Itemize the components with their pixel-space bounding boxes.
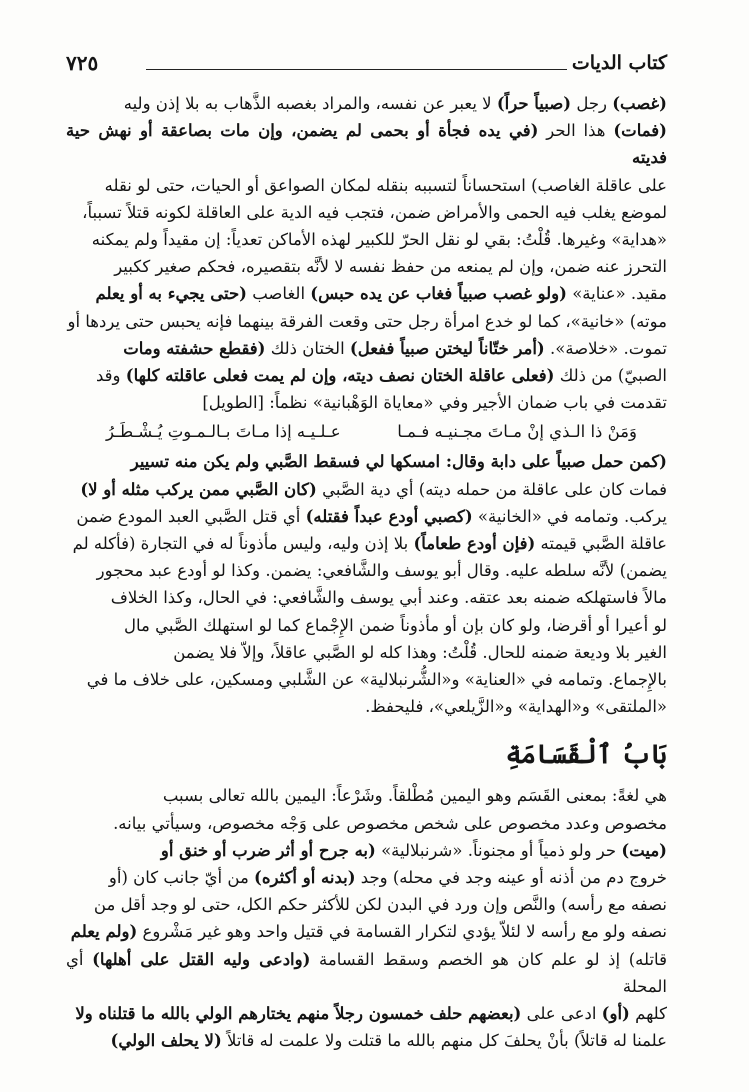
matn-text: (وادعى وليه القتل على أهلها) (92, 949, 311, 969)
commentary-text: فمات كان على عاقلة من حمله ديته) (418, 479, 667, 499)
matn-text: (أمر ختّاناً ليختن صبياً ففعل) (349, 338, 545, 358)
text-line (66, 476, 667, 503)
matn-text: (ميت) (621, 840, 667, 860)
matn-text: (ولو غصب صبياً فغاب عن يده حبس) (310, 284, 567, 304)
verse-first-hemistich: وَمَنْ ذا الـذي إنْ مـاتَ مجـنيـه فـمـا (397, 422, 637, 442)
text-line (66, 946, 667, 1000)
matn-text: (به جرح أو أثر ضرب أو خنق أو (160, 840, 376, 860)
commentary-text: ادعى على (521, 1004, 602, 1024)
commentary-text: «خانية»، كما لو خدع امرأة رجل حتى وقعت الفرقة بينهما فإنه يحبس حتى يردها أو (67, 311, 630, 331)
matn-text: (لا يحلف الولي) (110, 1031, 222, 1051)
verse-second-hemistich: عـلـيـه إذا مـاتَ بـالـمـوتِ يُـشْـطَـرُ (106, 422, 341, 442)
text-line (66, 335, 667, 362)
commentary-text: علمنا له قاتلاً) (573, 1031, 667, 1051)
text-line (66, 1000, 667, 1027)
matn-text: (كان الصَّبي ممن يركب مثله أو لا) (80, 479, 317, 499)
commentary-text: تقدمت في باب ضمان الأجير وفي «معاياة الوَهْبانية» نظماً: [الطويل] (202, 393, 667, 413)
matn-text: (بعضهم حلف خمسون رجلاً منهم يختارهم الولي بالله ما قتلناه ولا (75, 1004, 522, 1024)
text-line (66, 666, 667, 693)
commentary-text: الغير بلا وديعة ضمنه للحال. قُلْتُ: وهذا كله لو الصَّبي عاقلاً، وإلاّ فلا يضمن (173, 642, 667, 662)
text-line (66, 90, 667, 117)
commentary-text: التحرز عنه ضمن، وإن لم يمنعه من حفظ نفسه لا لأنَّه بتقصيره، فحكم صغير ككبير (114, 257, 667, 277)
header-rule (146, 69, 567, 70)
commentary-text: أي دية الصَّبي (316, 479, 419, 499)
matn-text: (بدنه أو أكثره) (254, 868, 356, 888)
section-qasama (66, 782, 667, 1054)
text-line (66, 530, 667, 557)
matn-text: (أو) (601, 1004, 630, 1024)
commentary-text: قاتله) (628, 949, 667, 969)
matn-text: (حتى يجيء به أو يعلم (95, 284, 247, 304)
commentary-text: عاقلة الصَّبي قيمته (535, 534, 667, 554)
commentary-text: مقيد. «عناية» (566, 284, 667, 304)
text-line (66, 693, 667, 720)
matn-text: (فمات) (613, 121, 667, 141)
commentary-text: «هداية» وغيرها. قُلْتُ: بقي لو نقل الحرّ للكبير لهذه الأماكن تعدياً: إن مقيداً ولم يمكنه (91, 230, 667, 250)
matn-text: (كمن حمل صبياً على دابة وقال: امسكها لي فسقط الصَّبي ولم يكن منه تسيير (130, 452, 667, 472)
commentary-text: هذا الحر (538, 121, 614, 141)
text-line (66, 1027, 667, 1054)
commentary-text: من أيّ جانب كان (أو (108, 868, 255, 888)
matn-text: (فإن أودع طعاماً) (413, 534, 536, 554)
commentary-text: استحساناً لتسببه بنقله لمكان الصواعق أو الحيات، حتى لو نقله (104, 175, 532, 195)
commentary-text: لأنَّه سلطه عليه. وقال أبو يوسف والشَّافعي: يضمن. وكذا لو أودع عبد محجور (96, 561, 620, 581)
commentary-text: الغاصب (246, 284, 311, 304)
section-diyat (66, 90, 667, 416)
commentary-text: يضمن) (619, 561, 667, 581)
text-line (66, 864, 667, 891)
page-header (66, 50, 667, 80)
commentary-text: أي قتل الصَّبي العبد المودع ضمن (76, 506, 306, 526)
commentary-text: لا يعبر عن نفسه، والمراد بغصبه الذَّهاب به بلا إذن وليه (123, 94, 497, 113)
text-line (66, 612, 667, 639)
text-line (66, 584, 667, 611)
commentary-text: من ذلك (554, 366, 618, 386)
text-line (66, 918, 667, 945)
text-line (66, 389, 667, 416)
text-line (66, 226, 667, 253)
section-diyat-continued (66, 448, 667, 720)
page-body (66, 90, 667, 1055)
commentary-text: على عاقلة الغاصب) (531, 175, 667, 195)
matn-text: (صبياً حراً) (496, 94, 572, 113)
text-line (66, 253, 667, 280)
page-number: ٧٢٥ (66, 51, 99, 75)
commentary-text: لو أعيرا أو أقرضا، ولو كان بإن أو مأذوناً ضمن الإِجْماع كما لو استهلك الصَّبي مال (124, 615, 667, 635)
commentary-text: الختان ذلك (265, 338, 350, 358)
poetry-verse (66, 416, 667, 448)
commentary-text: إذ لو علم كان هو الخصم وسقط القسامة (310, 949, 629, 969)
commentary-text: مخصوص وعدد مخصوص على شخص مخصوص على وَجْه مخصوص، وسيأتي بيانه. (113, 813, 667, 833)
matn-text: (ولم يعلم (70, 922, 138, 942)
text-line (66, 362, 667, 389)
text-line (66, 503, 667, 530)
matn-text: (فعلى عاقلة الختان نصف ديته، وإن لم يمت فعلى عاقلته كلها) (125, 366, 555, 386)
matn-text: (فقطع حشفته ومات (123, 338, 266, 358)
commentary-text: حر ولو ذمياً أو مجنوناً. «شرنبلالية» (375, 840, 622, 860)
running-title: كتاب الديات (571, 52, 667, 74)
commentary-text: أي المحلة (66, 949, 667, 996)
commentary-text: بأنْ يحلفَ كل منهم بالله ما قتلت ولا علمت له قاتلاً (221, 1031, 574, 1051)
commentary-text: بالإِجماع. وتمامه في «العناية» و«الشُّرنبلالية» عن الشَّلبي ومسكين، على خلاف ما في (86, 670, 667, 690)
text-line (66, 172, 667, 199)
text-line (66, 810, 667, 837)
text-line (66, 280, 667, 307)
text-line (66, 557, 667, 584)
commentary-text: لموضع يغلب فيه الحمى والأمراض ضمن، فتجب فيه الدية على العاقلة لكونه قتلاً تسبباً، (82, 202, 667, 222)
commentary-text: رجل (571, 94, 613, 113)
text-line (66, 891, 667, 918)
commentary-text: كلهم (629, 1004, 667, 1024)
commentary-text: وجد (355, 868, 393, 888)
text-line (66, 837, 667, 864)
matn-text: (غصب) (612, 94, 667, 113)
matn-text: (كصبي أودع عبداً فقتله) (305, 506, 473, 526)
commentary-text: والنَّص وإن ورد في البدن لكن للأكثر حكم الكل، حتى لو وجد أقل من (93, 895, 562, 915)
commentary-text: نصفه مع رأسه) (561, 895, 667, 915)
text-line (66, 308, 667, 335)
commentary-text: هي لغةً: بمعنى القَسَم وهو اليمين مُطْلقاً. وشَرْعاً: اليمين بالله تعالى بسبب (162, 786, 667, 806)
chapter-title: بَابُ ٱلْقَسَامَةِ (505, 740, 667, 771)
commentary-text: تموت. «خلاصة». (544, 338, 667, 358)
text-line (66, 117, 667, 171)
commentary-text: «الملتقى» و«الهداية» و«الزَّيلعي»، فليحفظ. (365, 697, 667, 717)
text-line (66, 639, 667, 666)
commentary-text: وقد (96, 366, 126, 386)
text-line (66, 199, 667, 226)
commentary-text: الصبيّ) (617, 366, 667, 386)
matn-text: (في يده فجأة أو بحمى لم يضمن، وإن مات بصاعقة أو نهش حية فديته (66, 121, 667, 168)
commentary-text: يركب. وتمامه في «الخانية» (472, 506, 667, 526)
text-line (66, 448, 667, 475)
commentary-text: خروج دم من أذنه أو عينه وجد في محله) (392, 868, 667, 888)
commentary-text: موته) (629, 311, 667, 331)
commentary-text: مالاً فاستهلكه ضمنه بعد عتقه. وعند أبي يوسف والشَّافعي: في الحال، وكذا الخلاف (110, 588, 667, 608)
text-line (66, 782, 667, 809)
commentary-text: نصفه ولو مع رأسه لا لئلاّ يؤدي لتكرار القسامة في قتيل واحد وهو غير مَشْروع (137, 922, 667, 942)
commentary-text: بلا إذن وليه، وليس مأذوناً له في التجارة (فأكله لم (72, 534, 414, 554)
